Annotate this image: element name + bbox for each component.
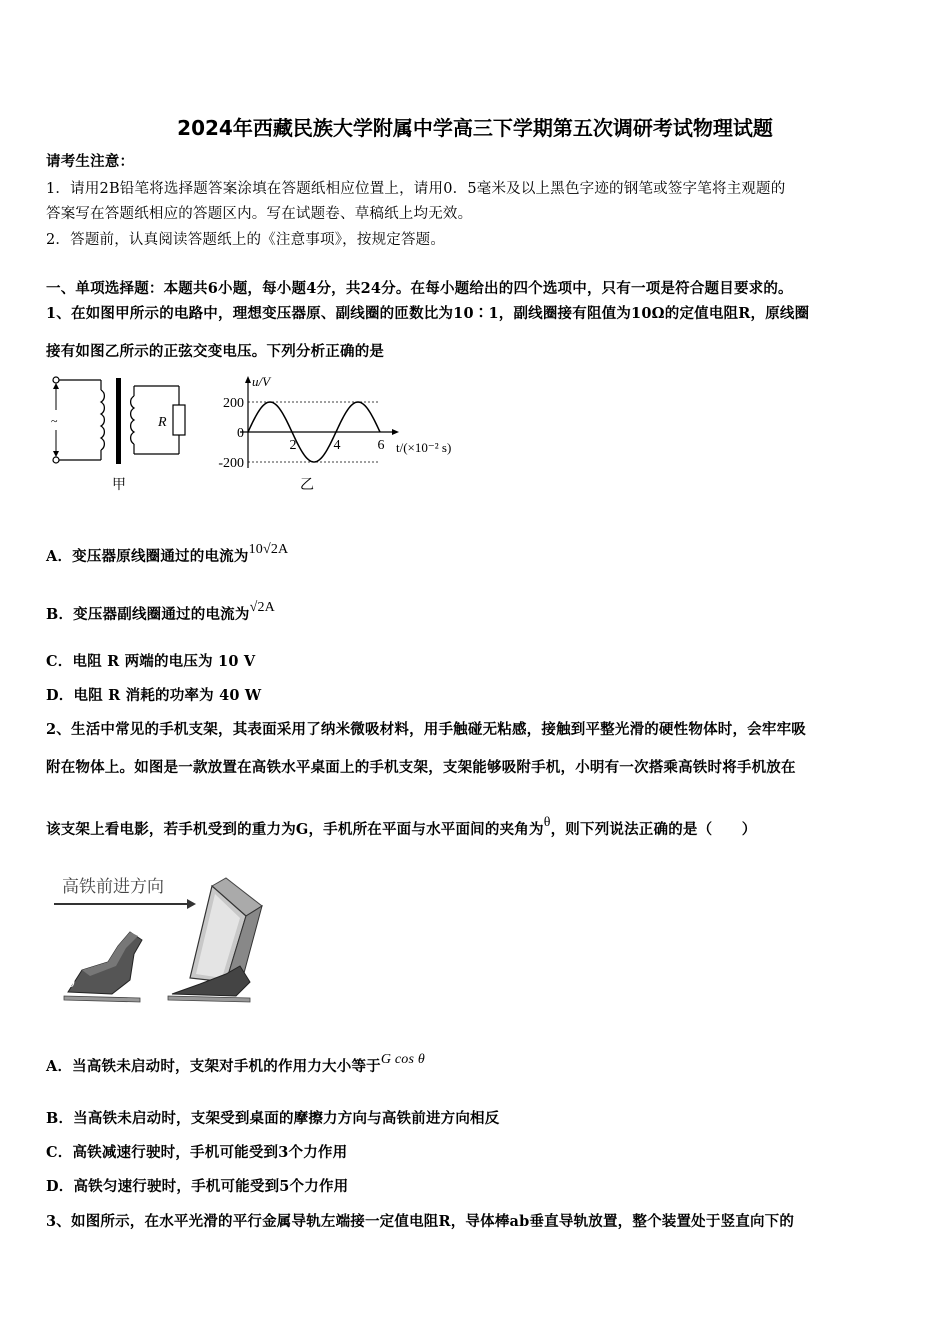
y-tick-label: 200 xyxy=(223,396,244,411)
circuit-diagram xyxy=(46,372,196,472)
y-tick-label: -200 xyxy=(218,456,244,471)
q2-line-2: 附在物体上。如图是一款放置在高铁水平桌面上的手机支架，支架能够吸附手机，小明有一次搭乘高铁时将手机放在 xyxy=(46,759,796,776)
terminal-top xyxy=(53,377,59,383)
x-tick-label: 4 xyxy=(333,438,341,453)
q2-option-b[interactable]: B．当高铁未启动时，支架受到桌面的摩擦力方向与高铁前进方向相反 xyxy=(46,1110,500,1127)
figure-yi-label: 乙 xyxy=(300,477,314,493)
q2-option-a-math: G cos θ xyxy=(380,1052,425,1067)
x-tick-label: 6 xyxy=(377,438,385,453)
transformer-core xyxy=(116,378,121,464)
q1-option-b-text: B．变压器副线圈通过的电流为 xyxy=(46,606,250,623)
secondary-coil xyxy=(131,396,134,444)
exam-title: 2024年西藏民族大学附属中学高三下学期第五次调研考试物理试题 xyxy=(177,116,773,140)
q1-line-1: 1、在如图甲所示的电路中，理想变压器原、副线圈的匝数比为10∶1，副线圈接有阻值为10Ω的定值电阻R，原线圈 xyxy=(46,305,810,322)
q2-option-d[interactable]: D．高铁匀速行驶时，手机可能受到5个力作用 xyxy=(46,1178,349,1195)
resistor-label: R xyxy=(158,415,167,430)
y-tick-label: 0 xyxy=(237,426,244,441)
q1-line-2: 接有如图乙所示的正弦交变电压。下列分析正确的是 xyxy=(46,343,385,360)
q1-option-b[interactable] xyxy=(46,600,275,624)
q2-line-3-a: 该支架上看电影，若手机受到的重力为G，手机所在平面与水平面间的夹角为 xyxy=(46,821,544,838)
q2-line-3 xyxy=(46,815,757,839)
section-heading: 一、单项选择题：本题共6小题，每小题4分，共24分。在每小题给出的四个选项中，只有一项是符合题目要求的。 xyxy=(46,280,793,297)
q2-line-1: 2、生活中常见的手机支架，其表面采用了纳米微吸材料，用手触碰无粘感，接触到平整光滑的硬性物体时，会牢牢吸 xyxy=(46,721,806,738)
terminal-bottom xyxy=(53,457,59,463)
notice-item-1-cont: 答案写在答题纸相应的答题区内。写在试题卷、草稿纸上均无效。 xyxy=(46,206,473,222)
q1-option-c[interactable]: C．电阻 R 两端的电压为 10 V xyxy=(46,653,256,670)
source-label: ~ xyxy=(51,414,58,428)
angle-label: θ xyxy=(68,976,75,991)
q1-option-a-math: 10√2A xyxy=(248,542,289,557)
x-axis-label: t/(×10⁻² s) xyxy=(396,440,452,455)
x-tick-label: 2 xyxy=(289,438,297,453)
q2-line-3-b: ，则下列说法正确的是（ ） xyxy=(550,821,757,838)
q1-option-b-math: √2A xyxy=(249,600,275,615)
direction-label: 高铁前进方向 xyxy=(62,877,164,897)
q3-line-1: 3、如图所示，在水平光滑的平行金属导轨左端接一定值电阻R，导体棒ab垂直导轨放置，整个装置处于竖直向下的 xyxy=(46,1213,795,1230)
notice-heading: 请考生注意： xyxy=(46,153,135,170)
notice-item-1: 1．请用2B铅笔将选择题答案涂填在答题纸相应位置上，请用0．5毫米及以上黑色字迹的钢笔或签字笔将主观题的 xyxy=(46,181,786,197)
q2-option-c[interactable]: C．高铁减速行驶时，手机可能受到3个力作用 xyxy=(46,1144,348,1161)
y-axis-label: u/V xyxy=(252,374,271,389)
q2-theta: θ xyxy=(543,815,551,830)
figure-jia-label: 甲 xyxy=(112,477,126,493)
q2-option-a-text: A．当高铁未启动时，支架对手机的作用力大小等于 xyxy=(46,1058,381,1075)
primary-coil xyxy=(101,390,104,450)
q1-option-d[interactable]: D．电阻 R 消耗的功率为 40 W xyxy=(46,687,262,704)
notice-item-2: 2．答题前，认真阅读答题纸上的《注意事项》，按规定答题。 xyxy=(46,232,446,248)
voltage-chart xyxy=(200,372,475,472)
q1-option-a-text: A．变压器原线圈通过的电流为 xyxy=(46,548,249,565)
q1-option-a[interactable] xyxy=(46,542,289,566)
q2-option-a[interactable] xyxy=(46,1052,425,1076)
phone-holder-figure xyxy=(50,862,290,1012)
resistor xyxy=(173,405,185,435)
